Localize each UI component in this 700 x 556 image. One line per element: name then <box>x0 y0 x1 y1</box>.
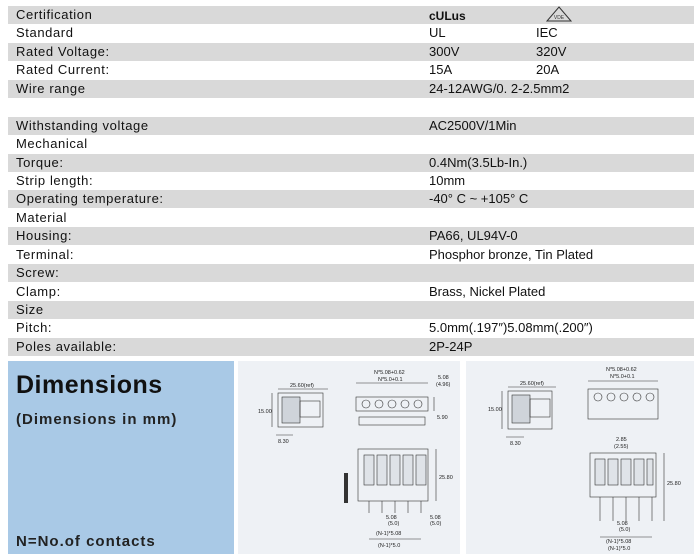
d1-pitch-508: 5.08 <box>438 375 449 381</box>
d1-formula-bottom2: (N-1)*5.0 <box>378 543 401 549</box>
withstanding-value: AC2500V/1Min <box>429 118 517 133</box>
rated-current-ul: 15A <box>429 62 453 77</box>
d2-height-2580: 25.80 <box>667 481 681 487</box>
d1-height-590: 5.90 <box>437 415 448 421</box>
strip-length-value: 10mm <box>429 173 466 188</box>
pitch-value: 5.0mm(.197″)5.08mm(.200″) <box>429 320 593 335</box>
d2-side-view-clamp <box>512 395 530 423</box>
row-mechanical <box>8 135 694 153</box>
rated-voltage-ul: 300V <box>429 44 460 59</box>
d1-side-50: (5.0) <box>430 521 442 527</box>
d1-height-side: 15.00 <box>258 409 272 415</box>
d1-offset: 8.30 <box>278 439 289 445</box>
rated-current-label: Rated Current: <box>16 62 110 77</box>
d2-top-view-screw-4 <box>633 393 641 401</box>
d2-height-side: 15.00 <box>488 407 502 413</box>
d2-formula-bottom2: (N-1)*5.0 <box>608 546 631 552</box>
d2-top-view-screw-5 <box>646 393 654 401</box>
d1-pitch-bottom-50: (5.0) <box>388 521 400 527</box>
drawing-2-svg <box>466 361 694 554</box>
dimensions-footnote: N=No.of contacts <box>16 533 156 550</box>
front-view-slot-3 <box>390 455 400 485</box>
row-certification <box>8 6 694 24</box>
drawing-2 <box>466 361 694 554</box>
drawing-1-svg <box>238 361 460 554</box>
clamp-label: Clamp: <box>16 284 61 299</box>
clamp-value: Brass, Nickel Plated <box>429 284 546 299</box>
front-view-slot-1 <box>364 455 374 485</box>
top-view-base <box>359 417 425 425</box>
torque-value: 0.4Nm(3.5Lb-In.) <box>429 155 528 170</box>
top-view-screw-2 <box>375 400 383 408</box>
d2-offset: 8.30 <box>510 441 521 447</box>
certification-label: Certification <box>16 7 93 22</box>
withstanding-label: Withstanding voltage <box>16 118 149 133</box>
top-view-screw-1 <box>362 400 370 408</box>
row-housing <box>8 227 694 245</box>
strip-length-label: Strip length: <box>16 173 94 188</box>
d2-top-view-screw-2 <box>607 393 615 401</box>
d2-top-view-screw-3 <box>620 393 628 401</box>
housing-label: Housing: <box>16 228 73 243</box>
d2-top-view-screw-1 <box>594 393 602 401</box>
d1-pitch-496: (4.96) <box>436 382 451 388</box>
d1-formula-top2: N*5.0+0.1 <box>378 377 403 383</box>
d1-formula-top1: N*5.08+0.62 <box>374 370 405 376</box>
mechanical-label: Mechanical <box>16 136 88 151</box>
front-view-slot-5 <box>416 455 426 485</box>
row-torque <box>8 154 694 172</box>
d2-dim-255: (2.55) <box>614 444 629 450</box>
d1-formula-bottom1: (N-1)*5.08 <box>376 531 402 537</box>
poles-value: 2P-24P <box>429 339 473 354</box>
d2-formula-bottom1: (N-1)*5.08 <box>606 539 632 545</box>
row-standard <box>8 24 694 42</box>
front-view-slot-2 <box>377 455 387 485</box>
row-rated-voltage <box>8 43 694 61</box>
front-view-latch <box>344 473 348 503</box>
torque-label: Torque: <box>16 155 64 170</box>
d2-formula-top2: N*5.0+0.1 <box>610 374 635 380</box>
d2-side-view-pin <box>530 399 550 417</box>
d1-side-508: 5.08 <box>430 515 441 521</box>
screw-label: Screw: <box>16 265 60 280</box>
top-view-body <box>356 397 428 411</box>
side-view-pin <box>300 401 320 417</box>
poles-label: Poles available: <box>16 339 117 354</box>
side-view-clamp <box>282 397 300 423</box>
housing-value: PA66, UL94V-0 <box>429 228 518 243</box>
front-view-slot-4 <box>403 455 413 485</box>
d2-dim-285: 2.85 <box>616 437 627 443</box>
standard-label: Standard <box>16 25 74 40</box>
d2-top-view-body <box>588 389 658 419</box>
row-withstanding <box>8 117 694 135</box>
standard-ul: UL <box>429 25 446 40</box>
d2-ref-width: 25.60(ref) <box>520 381 544 387</box>
material-label: Material <box>16 210 68 225</box>
row-terminal <box>8 246 694 264</box>
temperature-value: -40° C ~ +105° C <box>429 191 529 206</box>
dimensions-title: Dimensions <box>16 371 163 399</box>
d2-front-view-slot-1 <box>595 459 605 485</box>
drawing-1 <box>238 361 460 554</box>
row-rated-current <box>8 61 694 79</box>
d1-ref-width: 25.60(ref) <box>290 383 314 389</box>
vde-logo-text: VDE <box>553 15 565 21</box>
rated-voltage-iec: 320V <box>536 44 567 59</box>
temperature-label: Operating temperature: <box>16 191 164 206</box>
wire-range-label: Wire range <box>16 81 86 96</box>
terminal-value: Phosphor bronze, Tin Plated <box>429 247 594 262</box>
d2-front-view-slot-5 <box>647 459 653 485</box>
standard-iec: IEC <box>536 25 558 40</box>
rated-voltage-label: Rated Voltage: <box>16 44 110 59</box>
terminal-label: Terminal: <box>16 247 75 262</box>
top-view-screw-3 <box>388 400 396 408</box>
d2-pitch-bottom-508: 5.08 <box>617 521 628 527</box>
row-pitch <box>8 319 694 337</box>
row-operating-temperature <box>8 190 694 208</box>
rated-current-iec: 20A <box>536 62 560 77</box>
row-clamp <box>8 283 694 301</box>
d2-formula-top1: N*5.08+0.62 <box>606 367 637 373</box>
top-view-screw-5 <box>414 400 422 408</box>
row-poles <box>8 338 694 356</box>
d2-front-view-slot-4 <box>634 459 644 485</box>
wire-range-value: 24-12AWG/0. 2-2.5mm2 <box>429 81 570 96</box>
d2-pitch-bottom-50: (5.0) <box>619 527 631 533</box>
dimensions-subtitle: (Dimensions in mm) <box>16 411 178 428</box>
row-wire-range <box>8 80 694 98</box>
d1-height-2580: 25.80 <box>439 475 453 481</box>
row-strip-length <box>8 172 694 190</box>
size-label: Size <box>16 302 44 317</box>
top-view-screw-4 <box>401 400 409 408</box>
d2-front-view-slot-3 <box>621 459 631 485</box>
ul-logo: cULus <box>429 9 466 23</box>
row-material <box>8 209 694 227</box>
d2-front-view-slot-2 <box>608 459 618 485</box>
dimensions-panel <box>8 361 234 554</box>
pitch-label: Pitch: <box>16 320 53 335</box>
row-size <box>8 301 694 319</box>
d1-pitch-bottom-508: 5.08 <box>386 515 397 521</box>
row-screw <box>8 264 694 282</box>
